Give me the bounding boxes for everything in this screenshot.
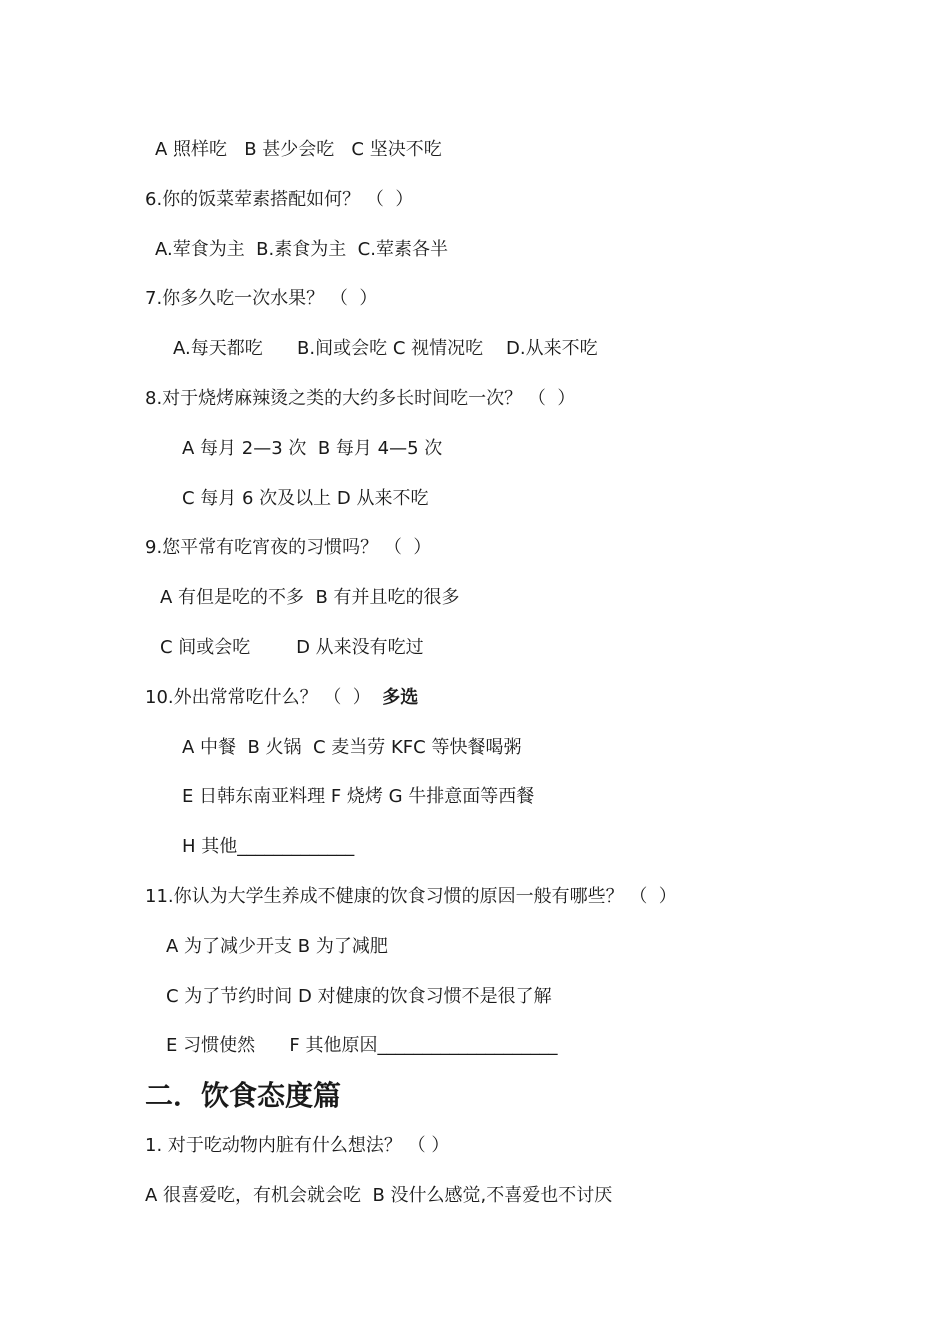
q10-question-text: 10.外出常常吃什么？ （ ） xyxy=(145,687,383,708)
q11-options-1: A 为了减少开支 B 为了减肥 xyxy=(166,936,388,957)
section-heading: 二．饮食态度篇 xyxy=(145,1079,342,1112)
q7-options: A.每天都吃 B.间或会吃 C 视情况吃 D.从来不吃 xyxy=(173,338,598,359)
attitude-q1-question: 1. 对于吃动物内脏有什么想法？ （ ） xyxy=(145,1135,450,1156)
q9-options-1: A 有但是吃的不多 B 有并且吃的很多 xyxy=(160,587,460,608)
q10-question xyxy=(145,686,418,710)
multi-select-label: 多选 xyxy=(382,687,419,708)
q8-question: 8.对于烧烤麻辣烫之类的大约多长时间吃一次？ （ ） xyxy=(145,388,576,409)
q8-options-1: A 每月 2—3 次 B 每月 4—5 次 xyxy=(182,438,443,459)
q11-question: 11.你认为大学生养成不健康的饮食习惯的原因一般有哪些？ （ ） xyxy=(145,886,677,907)
q5-options: A 照样吃 B 甚少会吃 C 坚决不吃 xyxy=(155,139,442,160)
q10-options-2: E 日韩东南亚料理 F 烧烤 G 牛排意面等西餐 xyxy=(182,786,535,807)
attitude-q1-options: A 很喜爱吃，有机会就会吃 B 没什么感觉,不喜爱也不讨厌 xyxy=(145,1185,613,1206)
q6-question: 6.你的饭菜荤素搭配如何？ （ ） xyxy=(145,189,414,210)
q11-options-3: E 习惯使然 F 其他原因____________________ xyxy=(166,1035,558,1056)
q11-options-2: C 为了节约时间 D 对健康的饮食习惯不是很了解 xyxy=(166,986,552,1007)
q7-question: 7.你多久吃一次水果？ （ ） xyxy=(145,288,378,309)
q9-question: 9.您平常有吃宵夜的习惯吗？ （ ） xyxy=(145,537,432,558)
q8-options-2: C 每月 6 次及以上 D 从来不吃 xyxy=(182,488,429,509)
q6-options: A.荤食为主 B.素食为主 C.荤素各半 xyxy=(155,239,448,260)
q10-options-3: H 其他_____________ xyxy=(182,836,355,857)
q9-options-2: C 间或会吃 D 从来没有吃过 xyxy=(160,637,424,658)
q10-options-1: A 中餐 B 火锅 C 麦当劳 KFC 等快餐喝粥 xyxy=(182,737,522,758)
